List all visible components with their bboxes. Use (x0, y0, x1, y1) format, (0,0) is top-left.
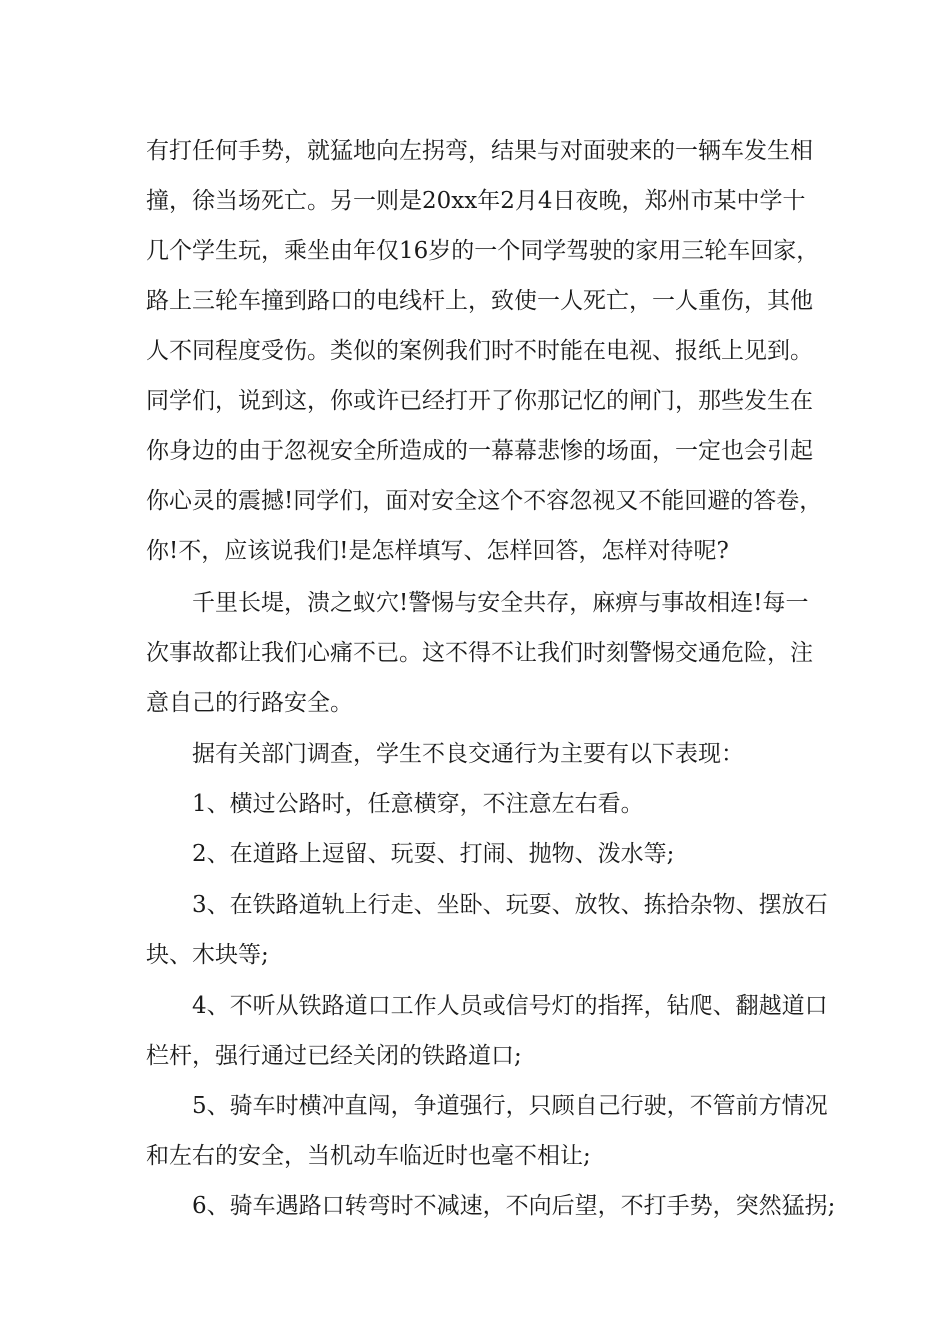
text-line (0, 1036, 950, 1076)
line-text: 次事故都让我们心痛不已。这不得不让我们时刻警惕交通危险，注 (146, 640, 813, 666)
text-line (0, 583, 950, 623)
text-line (0, 1186, 950, 1226)
line-text: 意自己的行路安全。 (146, 690, 353, 716)
line-text: 5、骑车时横冲直闯，争道强行，只顾自己行驶，不管前方情况 (192, 1093, 828, 1119)
text-line (0, 281, 950, 321)
text-line (0, 683, 950, 723)
text-line (0, 181, 950, 221)
text-line (0, 935, 950, 975)
text-line (0, 131, 950, 171)
text-line (0, 734, 950, 774)
line-text: 千里长堤，溃之蚁穴!警惕与安全共存，麻痹与事故相连!每一 (192, 590, 809, 616)
line-text: 你心灵的震撼!同学们，面对安全这个不容忽视又不能回避的答卷， (146, 488, 823, 514)
line-text: 3、在铁路道轨上行走、坐卧、玩耍、放牧、拣拾杂物、摆放石 (192, 892, 828, 918)
text-line (0, 231, 950, 271)
text-line (0, 1086, 950, 1126)
line-text: 路上三轮车撞到路口的电线杆上，致使一人死亡，一人重伤，其他 (146, 288, 813, 314)
line-text: 2、在道路上逗留、玩耍、打闹、抛物、泼水等; (192, 841, 675, 867)
text-line (0, 986, 950, 1026)
line-text: 你身边的由于忽视安全所造成的一幕幕悲惨的场面，一定也会引起 (146, 438, 813, 464)
text-line (0, 1136, 950, 1176)
line-text: 人不同程度受伤。类似的案例我们时不时能在电视、报纸上见到。 (146, 338, 813, 364)
line-text: 同学们，说到这，你或许已经打开了你那记忆的闸门，那些发生在 (146, 388, 813, 414)
text-line (0, 331, 950, 371)
line-text: 几个学生玩，乘坐由年仅16岁的一个同学驾驶的家用三轮车回家， (146, 238, 820, 264)
line-text: 据有关部门调查，学生不良交通行为主要有以下表现： (192, 741, 744, 767)
line-text: 你!不，应该说我们!是怎样填写、怎样回答，怎样对待呢? (146, 538, 729, 564)
text-line (0, 784, 950, 824)
text-line (0, 834, 950, 874)
text-line (0, 381, 950, 421)
line-text: 撞，徐当场死亡。另一则是20xx年2月4日夜晚，郑州市某中学十 (146, 188, 806, 214)
line-text: 块、木块等; (146, 942, 269, 968)
line-text: 4、不听从铁路道口工作人员或信号灯的指挥，钻爬、翻越道口 (192, 993, 828, 1019)
text-line (0, 633, 950, 673)
line-text: 有打任何手势，就猛地向左拐弯，结果与对面驶来的一辆车发生相 (146, 138, 813, 164)
line-text: 栏杆，强行通过已经关闭的铁路道口; (146, 1043, 522, 1069)
line-text: 1、横过公路时，任意横穿，不注意左右看。 (192, 791, 644, 817)
line-text: 6、骑车遇路口转弯时不减速，不向后望，不打手势，突然猛拐; (192, 1193, 836, 1219)
line-text: 和左右的安全，当机动车临近时也毫不相让; (146, 1143, 591, 1169)
text-line (0, 531, 950, 571)
text-line (0, 481, 950, 521)
text-line (0, 431, 950, 471)
text-line (0, 885, 950, 925)
